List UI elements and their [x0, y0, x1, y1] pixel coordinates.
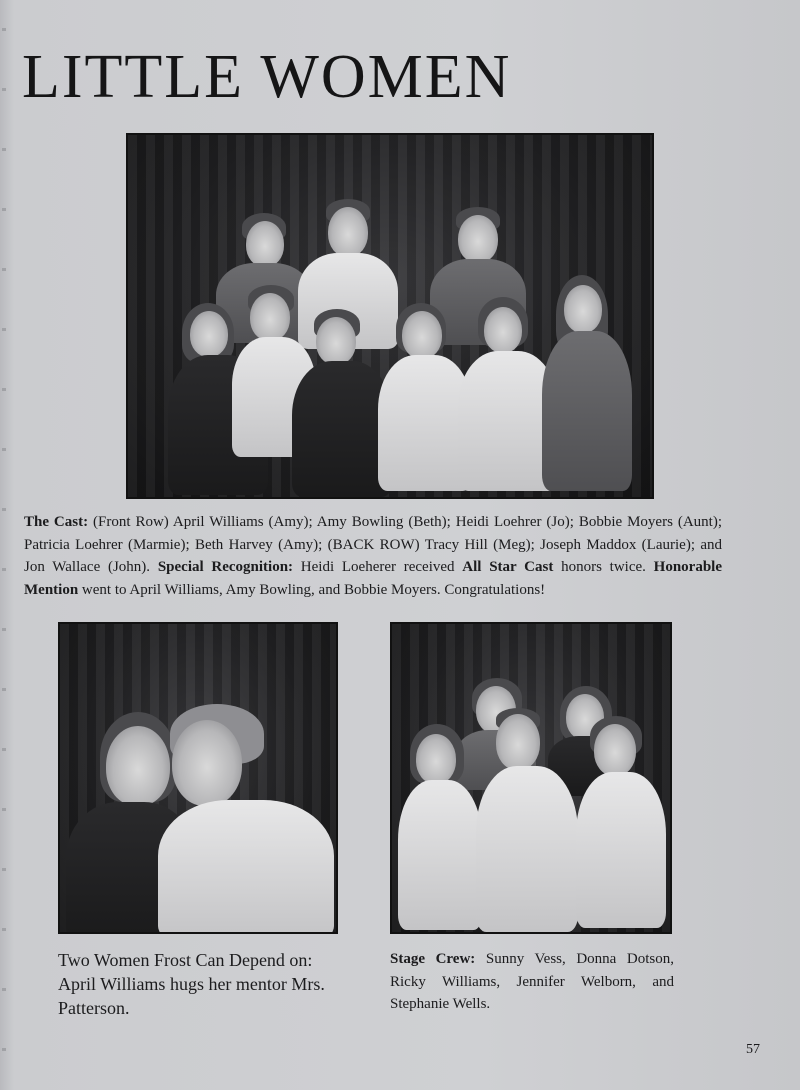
cast-label: The Cast: [24, 514, 89, 530]
honorable-mention-label: Honorable Mention [24, 559, 723, 598]
cast-photo [126, 133, 654, 499]
honorable-mention-text: went to April Williams, Amy Bowling, and Bobbie Moyers. Congratulations! [78, 581, 546, 598]
binding-edge [2, 0, 6, 1090]
stage-crew-list: Sunny Vess, Donna Dotson, Ricky Williams, Jennifer Welborn, and Stephanie Wells. [390, 951, 674, 1012]
cast-list: (Front Row) April Williams (Amy); Amy Bowling (Beth); Heidi Loehrer (Jo); Bobbie Moyers (Aunt); Patricia Loehrer (Marmie); Beth Harvey (Amy); (BACK ROW) Tracy Hill (Meg); Joseph Maddox (Laurie); and Jon Wallace (John). [24, 514, 722, 575]
hug-caption: Two Women Frost Can Depend on: April Williams hugs her mentor Mrs. Patterson. [58, 950, 325, 1018]
stage-crew-photo [390, 622, 672, 934]
all-star-cast-label: All Star Cast [462, 559, 554, 575]
page-number: 57 [746, 1042, 760, 1057]
special-recognition-text: Heidi Loeherer received [293, 559, 463, 575]
hug-photo [58, 622, 338, 934]
stage-crew-caption [390, 948, 674, 1016]
cast-caption [24, 511, 722, 601]
honors-text: honors twice. [553, 559, 654, 575]
page-title: LITTLE WOMEN [22, 43, 512, 111]
special-recognition-label: Special Recognition: [157, 559, 294, 575]
stage-crew-label: Stage Crew: [390, 951, 476, 967]
